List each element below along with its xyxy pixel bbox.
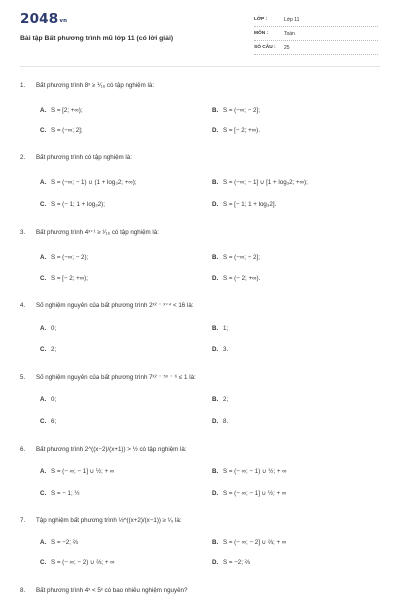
question-text bbox=[20, 229, 159, 236]
option-letter: A. bbox=[40, 468, 47, 475]
option-a[interactable] bbox=[40, 325, 56, 332]
question-prompt: Tập nghiệm bất phương trình ⅓^((x+2)/(x−1)) ≥ ¹⁄₉ là: bbox=[36, 517, 182, 524]
option-letter: D. bbox=[212, 559, 219, 566]
question-number: 5. bbox=[20, 374, 26, 381]
question-prompt: Bất phương trình 2^((x−2)/(x+1)) > ½ có tập nghiệm là: bbox=[36, 446, 187, 453]
option-letter: C. bbox=[40, 275, 47, 282]
question-number: 1. bbox=[20, 82, 26, 89]
site-logo[interactable] bbox=[20, 11, 67, 27]
option-text: S = (− ∞; − 2] ∪ ⅔; + ∞ bbox=[223, 539, 287, 546]
question-text bbox=[20, 302, 194, 309]
option-letter: D. bbox=[212, 418, 219, 425]
option-text: 2; bbox=[223, 396, 229, 403]
option-text: 1; bbox=[223, 325, 229, 332]
question-text bbox=[20, 82, 154, 89]
question-number: 6. bbox=[20, 446, 26, 453]
question-prompt: Bất phương trình 4ˣ < 5ˣ có bao nhiêu nghiệm nguyên? bbox=[36, 587, 188, 594]
option-text: S = (− ∞; − 1) ∪ ½; + ∞ bbox=[223, 468, 287, 475]
option-text: S = (− 1; 1 + log₃2); bbox=[51, 201, 105, 208]
option-c[interactable] bbox=[40, 490, 80, 497]
meta-divider bbox=[254, 40, 378, 41]
option-letter: B. bbox=[212, 107, 219, 114]
option-c[interactable] bbox=[40, 127, 83, 134]
option-text: S = (− 2; +∞). bbox=[223, 275, 261, 282]
option-letter: A. bbox=[40, 325, 47, 332]
meta-class-label: LỚP : bbox=[254, 17, 268, 22]
option-b[interactable] bbox=[212, 254, 260, 261]
meta-subject-value: Toán bbox=[284, 31, 295, 37]
option-letter: C. bbox=[40, 201, 47, 208]
option-letter: D. bbox=[212, 201, 219, 208]
question-number: 2. bbox=[20, 154, 26, 161]
option-letter: D. bbox=[212, 490, 219, 497]
document-title: Bài tập Bất phương trình mũ lớp 11 (có lời giải) bbox=[20, 35, 174, 42]
option-a[interactable] bbox=[40, 254, 88, 261]
option-letter: B. bbox=[212, 468, 219, 475]
question-number: 7. bbox=[20, 517, 26, 524]
option-d[interactable] bbox=[212, 346, 228, 353]
option-b[interactable] bbox=[212, 539, 286, 546]
option-text: S = (−∞; − 1] ∪ [1 + log₃2; +∞); bbox=[223, 179, 308, 186]
question-number: 8. bbox=[20, 587, 26, 594]
question-number: 3. bbox=[20, 229, 26, 236]
option-b[interactable] bbox=[212, 396, 228, 403]
option-d[interactable] bbox=[212, 490, 286, 497]
option-a[interactable] bbox=[40, 468, 114, 475]
option-letter: C. bbox=[40, 418, 47, 425]
option-text: S = (−∞; − 2]; bbox=[223, 107, 260, 114]
option-d[interactable] bbox=[212, 127, 260, 134]
option-letter: B. bbox=[212, 539, 219, 546]
option-a[interactable] bbox=[40, 179, 137, 186]
option-text: S = [− 2; +∞); bbox=[51, 275, 88, 282]
option-letter: D. bbox=[212, 275, 219, 282]
option-letter: A. bbox=[40, 539, 47, 546]
question-prompt: Số nghiệm nguyên của bất phương trình 2ˣ² ⁻ ˣ⁺⁴ < 16 là: bbox=[36, 302, 194, 309]
question-prompt: Bất phương trình 4ˣ⁺¹ ≥ ¹⁄₁₆ có tập nghiệm là: bbox=[36, 229, 159, 236]
option-text: S = − 1; ½ bbox=[51, 490, 80, 497]
option-text: S = −2; ⅔ bbox=[51, 539, 78, 546]
question-text bbox=[20, 154, 132, 161]
option-letter: C. bbox=[40, 127, 47, 134]
option-b[interactable] bbox=[212, 468, 287, 475]
option-a[interactable] bbox=[40, 107, 83, 114]
option-letter: B. bbox=[212, 396, 219, 403]
question-text bbox=[20, 374, 196, 381]
option-letter: D. bbox=[212, 346, 219, 353]
question-number: 4. bbox=[20, 302, 26, 309]
option-b[interactable] bbox=[212, 325, 228, 332]
option-c[interactable] bbox=[40, 275, 88, 282]
option-text: 0; bbox=[51, 396, 57, 403]
option-d[interactable] bbox=[212, 559, 250, 566]
option-text: S = (−∞; − 2]; bbox=[223, 254, 260, 261]
option-text: 6; bbox=[51, 418, 57, 425]
question-prompt: Bất phương trình có tập nghiệm là: bbox=[36, 154, 132, 161]
option-b[interactable] bbox=[212, 107, 260, 114]
question-prompt: Số nghiệm nguyên của bất phương trình 7ˣ² ⁻ ⁵ˣ ⁻ ⁶ ≤ 1 là: bbox=[36, 374, 196, 381]
option-letter: D. bbox=[212, 127, 219, 134]
option-a[interactable] bbox=[40, 396, 56, 403]
option-letter: B. bbox=[212, 179, 219, 186]
option-text: S = (− ∞; − 2) ∪ ⅔; + ∞ bbox=[51, 559, 115, 566]
option-text: S = [− 2; +∞). bbox=[223, 127, 260, 134]
option-letter: A. bbox=[40, 107, 47, 114]
option-a[interactable] bbox=[40, 539, 78, 546]
meta-divider bbox=[254, 54, 378, 55]
option-text: S = (−∞; − 1) ∪ (1 + log₃2; +∞); bbox=[51, 179, 137, 186]
option-letter: B. bbox=[212, 254, 219, 261]
option-c[interactable] bbox=[40, 418, 56, 425]
question-prompt: Bất phương trình 8ˣ ≥ ⅟₁₆ có tập nghiệm là: bbox=[36, 82, 155, 89]
option-text: 2; bbox=[51, 346, 57, 353]
option-c[interactable] bbox=[40, 201, 105, 208]
option-text: S = (− ∞; − 1] ∪ ½; + ∞ bbox=[51, 468, 115, 475]
header-divider bbox=[20, 66, 380, 67]
logo-suffix: vn bbox=[59, 18, 68, 24]
option-letter: B. bbox=[212, 325, 219, 332]
question-text bbox=[20, 587, 187, 594]
option-text: 0; bbox=[51, 325, 57, 332]
option-letter: C. bbox=[40, 490, 47, 497]
option-letter: C. bbox=[40, 559, 47, 566]
option-b[interactable] bbox=[212, 179, 308, 186]
option-letter: C. bbox=[40, 346, 47, 353]
option-letter: A. bbox=[40, 254, 47, 261]
option-text: 3. bbox=[223, 346, 229, 353]
question-text bbox=[20, 517, 182, 524]
option-letter: A. bbox=[40, 396, 47, 403]
logo-text: 2048 bbox=[20, 11, 59, 27]
option-d[interactable] bbox=[212, 275, 260, 282]
meta-class-value: Lớp 11 bbox=[284, 17, 300, 23]
document-header bbox=[0, 0, 400, 66]
option-c[interactable] bbox=[40, 559, 115, 566]
option-text: 8. bbox=[223, 418, 229, 425]
meta-count-label: SỐ CÂU : bbox=[254, 45, 276, 50]
option-text: S = [− 1; 1 + log₃2]. bbox=[223, 201, 277, 208]
option-text: S = (− ∞; − 1] ∪ ½; + ∞ bbox=[223, 490, 287, 497]
option-text: S = −2; ⅔ bbox=[223, 559, 250, 566]
option-c[interactable] bbox=[40, 346, 56, 353]
option-text: S = (−∞; 2]; bbox=[51, 127, 83, 134]
question-text bbox=[20, 446, 187, 453]
option-d[interactable] bbox=[212, 201, 276, 208]
option-text: S = [2; +∞); bbox=[51, 107, 83, 114]
meta-count-value: 25 bbox=[284, 45, 290, 51]
option-d[interactable] bbox=[212, 418, 228, 425]
option-text: S = (−∞; − 2); bbox=[51, 254, 89, 261]
option-letter: A. bbox=[40, 179, 47, 186]
meta-subject-label: MÔN : bbox=[254, 31, 269, 36]
meta-divider bbox=[254, 26, 378, 27]
